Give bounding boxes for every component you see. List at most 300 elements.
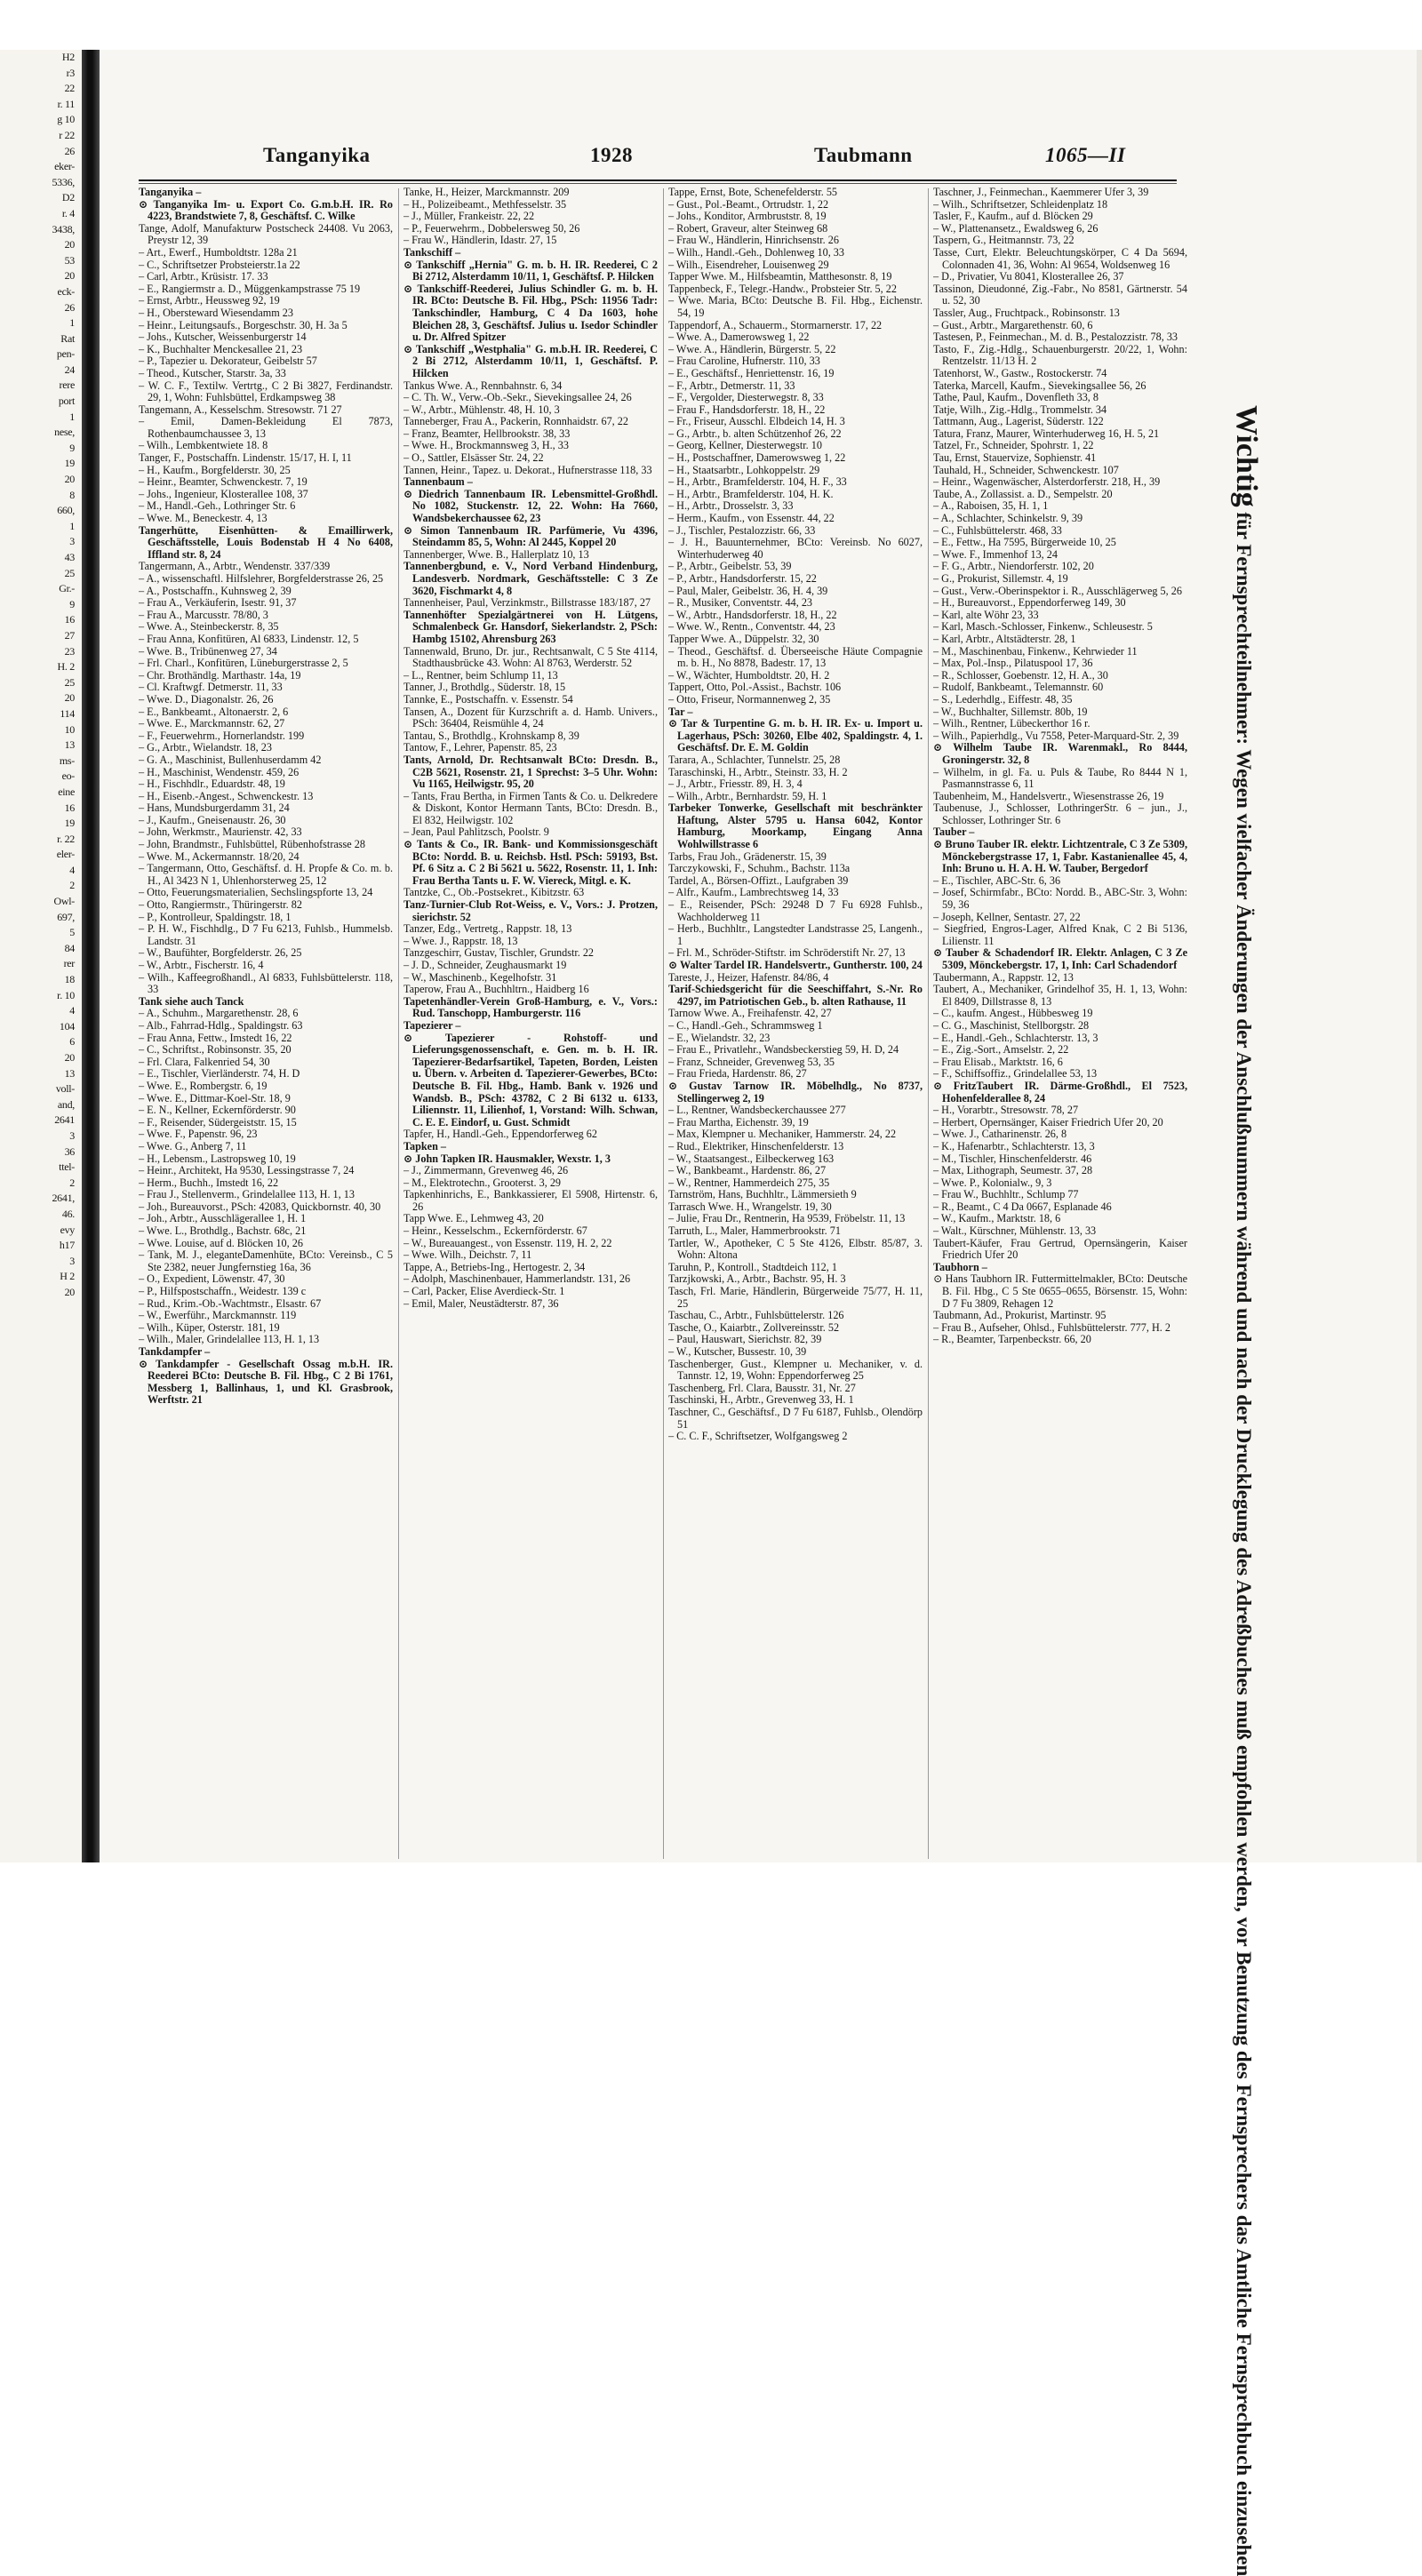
directory-entry: – E., Geschäftsf., Henriettenstr. 16, 19 — [668, 366, 835, 379]
directory-entry: – W., Baufühter, Borgfelderstr. 26, 25 — [139, 946, 302, 960]
page-edge — [1417, 50, 1422, 1862]
directory-entry: Tatenhorst, W., Gastw., Rostockerstr. 74 — [933, 366, 1107, 379]
strip-line: 43 — [64, 551, 75, 563]
directory-entry: Tarrasch Wwe. H., Wrangelstr. 19, 30 — [668, 1200, 832, 1213]
directory-entry: – H., Vorarbtr., Stresowstr. 78, 27 — [933, 1104, 1079, 1117]
directory-entry: Tangermann, A., Arbtr., Wendenstr. 337/339 — [139, 560, 331, 573]
strip-line: 9 — [69, 597, 75, 610]
directory-entry: Tantzke, C., Ob.-Postsekret., Kibitzstr. 63 — [403, 886, 585, 899]
directory-entry: Tarczykowski, F., Schuhm., Bachstr. 113a — [668, 862, 851, 875]
directory-entry: Tappenbeck, F., Telegr.-Handw., Probsteier Str. 5, 22 — [668, 282, 897, 295]
directory-entry: – E., Wielandstr. 32, 23 — [668, 1031, 771, 1044]
directory-entry: – Otto, Friseur, Normannenweg 2, 35 — [668, 692, 831, 706]
directory-entry: – Wwe. D., Diagonalstr. 26, 26 — [139, 692, 274, 706]
directory-entry: – Wwe. Louise, auf d. Blöcken 10, 26 — [139, 1236, 303, 1249]
notice-text: für Fernsprechteilnehmer: Wegen vielfacher Änderungen der Anschlußnummern während und nach der Drucklegung des Adreßbuches muß empfohlen werden, vor Benutzung des Fernsprechers das Amtliche Fernsprechbuch einzusehen — [1233, 512, 1255, 2576]
directory-entry: Taspern, G., Heitmannstr. 73, 22 — [933, 234, 1074, 247]
directory-entry: – Wwe. A., Steinbeckerstr. 8, 35 — [139, 620, 279, 634]
directory-entry: Tappe, Ernst, Bote, Schenefelderstr. 55 — [668, 187, 838, 198]
directory-entry: Tannenbaum – — [403, 475, 473, 489]
directory-entry: – P., Tapezier u. Dekorateur, Geibelstr 57 — [139, 355, 317, 368]
directory-entry: – M., Maschinenbau, Finkenw., Kehrwieder 11 — [933, 644, 1138, 658]
directory-entry: Tanzgeschirr, Gustav, Tischler, Grundstr. 22 — [403, 946, 595, 960]
directory-entry: – Herbert, Opernsänger, Kaiser Friedrich Ufer 20, 20 — [933, 1115, 1163, 1128]
directory-entry: – Tank, M. J., eleganteDamenhüte, BCto: Vereinsb., C 5 Ste 2382, neuer Jungfernstieg 16a, 36 — [139, 1248, 393, 1273]
directory-entry: – Art., Ewerf., Humboldtstr. 128a 21 — [139, 245, 298, 259]
directory-entry: Tappert, Otto, Pol.-Assist., Bachstr. 106 — [668, 681, 842, 694]
directory-entry: – Wilh., Küper, Osterstr. 181, 19 — [139, 1320, 280, 1334]
directory-entry: Tarzjkowski, A., Arbtr., Bachstr. 95, H. 3 — [668, 1272, 846, 1286]
strip-line: eo- — [61, 770, 75, 783]
strip-line: g 10 — [57, 113, 75, 126]
directory-entry: – Wwe. P., Kolonialw., 9, 3 — [933, 1176, 1052, 1189]
directory-entry: Tarbs, Frau Joh., Grädenerstr. 15, 39 — [668, 849, 827, 863]
directory-entry: Tasse, Curt, Elektr. Beleuchtungskörper, C 4 Da 5694, Colonnaden 41, 36, Wohn: Al 9654, Woldsenweg 16 — [933, 245, 1187, 271]
directory-entry: – Otto, Feuerungsmaterialien, Sechslingspforte 13, 24 — [139, 886, 373, 899]
strip-line: 22 — [64, 82, 75, 95]
directory-entry: – W., Kutscher, Bussestr. 10, 39 — [668, 1345, 807, 1358]
directory-entry: – Frau Martha, Eichenstr. 39, 19 — [668, 1115, 809, 1128]
directory-entry: – H., Arbtr., Bramfelderstr. 104, H. F., 33 — [668, 475, 847, 489]
directory-entry: Taubermann, A., Rappstr. 12, 13 — [933, 970, 1074, 984]
directory-entry: – H., Kaufm., Borgfelderstr. 30, 25 — [139, 463, 291, 476]
directory-entry: – Frau Caroline, Hufnerstr. 110, 33 — [668, 355, 820, 368]
directory-entry: – J., Tischler, Pestalozzistr. 66, 33 — [668, 523, 816, 537]
strip-line: 27 — [64, 628, 75, 642]
strip-line: 1 — [69, 519, 75, 532]
directory-entry: – Robert, Graveur, alter Steinweg 68 — [668, 221, 828, 235]
strip-line: 3 — [69, 535, 75, 548]
directory-entry: – G., Arbtr., Wielandstr. 18, 23 — [139, 741, 272, 754]
directory-entry: ⊙ FritzTaubert IR. Därme-Großhdl., El 7523, Hohenfelderallee 8, 24 — [933, 1079, 1187, 1105]
directory-entry: Tarruth, L., Maler, Hammerbrookstr. 71 — [668, 1224, 841, 1238]
directory-entry: – John, Werkmstr., Maurienstr. 42, 33 — [139, 825, 302, 839]
notice-lead: Wichtig — [1230, 405, 1263, 507]
directory-entry: Tapper Wwe. A., Düppelstr. 32, 30 — [668, 632, 819, 645]
strip-line: H2 — [61, 51, 75, 63]
directory-entry: Taraschinski, H., Arbtr., Steinstr. 33, H. 2 — [668, 765, 848, 778]
directory-entry: – P., Arbtr., Geibelstr. 53, 39 — [668, 560, 792, 573]
directory-entry: – W., Buchhalter, Sillemstr. 80b, 19 — [933, 705, 1088, 718]
directory-entry: Tasler, F., Kaufm., auf d. Blöcken 29 — [933, 210, 1093, 223]
strip-line: 6 — [69, 1035, 75, 1049]
directory-entry: Taschau, C., Arbtr., Fuhlsbüttelerstr. 126 — [668, 1309, 844, 1322]
directory-entry: Taschner, C., Geschäftsf., D 7 Fu 6187, Fuhlsb., Olendörp 51 — [668, 1405, 923, 1431]
directory-entry: Tatzel, Fr., Schneider, Spohrstr. 1, 22 — [933, 439, 1094, 452]
directory-entry: Taubenuse, J., Schlosser, LothringerStr. 6 – jun., J., Schlosser, Lothringer Str. 6 — [933, 802, 1187, 826]
directory-entry: Tatje, Wilh., Zig.-Hdlg., Trommelstr. 34 — [933, 403, 1107, 416]
directory-entry: – J., Kaufm., Gneisenaustr. 26, 30 — [139, 813, 286, 826]
directory-entry: – Rud., Krim.-Ob.-Wachtmstr., Elsastr. 67 — [139, 1296, 322, 1310]
directory-entry: – John, Brandmstr., Fuhlsbüttel, Rübenhofstrasse 28 — [139, 838, 365, 851]
strip-line: 16 — [64, 801, 75, 814]
directory-entry: Tannenberger, Wwe. B., Hallerplatz 10, 13 — [403, 547, 589, 561]
directory-entry: – Johs., Konditor, Armbruststr. 8, 19 — [668, 210, 827, 223]
directory-entry: Tankdampfer – — [139, 1345, 211, 1358]
directory-entry: – Siegfried, Engros-Lager, Alfred Knak, C 2 Bi 5136, Lilienstr. 11 — [933, 922, 1187, 947]
strip-line: and, — [57, 1097, 75, 1111]
directory-entry: Taterka, Marcell, Kaufm., Sievekingsallee 56, 26 — [933, 379, 1146, 392]
header-rule-thin — [139, 183, 1177, 184]
directory-entry: – Theod., Geschäftsf. d. Überseeische Häute Compagnie m. b. H., No 8878, Badestr. 17, 13 — [668, 644, 923, 670]
directory-entry: – Frau Frieda, Hardenstr. 86, 27 — [668, 1067, 807, 1081]
directory-entry: Tappe, A., Betriebs-Ing., Hertogestr. 2, 34 — [403, 1260, 586, 1273]
directory-entry: – R., Musiker, Conventstr. 44, 23 — [668, 596, 813, 610]
directory-entry: – J., Zimmermann, Grevenweg 46, 26 — [403, 1164, 569, 1177]
directory-entry: – J., Arbtr., Friesstr. 89, H. 3, 4 — [668, 778, 803, 791]
strip-line: r. 22 — [57, 832, 75, 845]
directory-entry: – D., Privatier, Vu 8041, Klosterallee 26, 37 — [933, 270, 1124, 283]
directory-entry: – Herb., Buchhltr., Langstedter Landstrasse 25, Langenh., 1 — [668, 922, 923, 947]
directory-entry: – Frau W., Buchhltr., Schlump 77 — [933, 1188, 1079, 1201]
directory-entry: – W., Wächter, Humboldtstr. 20, H. 2 — [668, 668, 830, 682]
directory-entry: – W., Ewerführ., Marckmannstr. 119 — [139, 1309, 297, 1322]
column-1 — [139, 187, 393, 1866]
directory-entry: Tanganyika – — [139, 187, 202, 198]
directory-entry: – P., Kontrolleur, Spaldingstr. 18, 1 — [139, 910, 292, 923]
directory-entry: – Frl. Clara, Falkenried 54, 30 — [139, 1055, 270, 1068]
directory-entry: – M., Tischler, Hinschenfelderstr. 46 — [933, 1152, 1092, 1165]
strip-line: 4 — [69, 863, 75, 876]
directory-entry: – Carl, Packer, Elise Averdieck-Str. 1 — [403, 1285, 565, 1298]
strip-line: 20 — [64, 1285, 75, 1298]
directory-entry: Tanger, F., Postschaffn. Lindenstr. 15/17, H. I, 11 — [139, 451, 352, 465]
header-rule — [139, 179, 1177, 181]
directory-entry: – Wilh., Rentner, Lübeckerthor 16 r. — [933, 717, 1090, 730]
directory-entry: Tar – — [668, 705, 693, 718]
directory-entry: – W., Plattenansetz., Ewaldsweg 6, 26 — [933, 221, 1098, 235]
directory-entry: – Franz, Beamter, Hellbrookstr. 38, 33 — [403, 427, 571, 440]
directory-entry: Taschinski, H., Arbtr., Grevenweg 33, H. 1 — [668, 1393, 854, 1407]
directory-entry: Tareste, J., Heizer, Hafenstr. 84/86, 4 — [668, 970, 829, 984]
directory-entry: – Wilh., Arbtr., Bernhardstr. 59, H. 1 — [668, 789, 827, 802]
page-number: 1065—II — [1045, 144, 1126, 166]
strip-line: 2641, — [52, 1192, 75, 1205]
strip-line: 26 — [64, 144, 75, 157]
directory-entry: – Wwe. Wilh., Deichstr. 7, 11 — [403, 1248, 532, 1262]
strip-line: 3438, — [52, 222, 75, 235]
strip-line: 5336, — [52, 175, 75, 188]
strip-line: 16 — [64, 613, 75, 626]
strip-line: 18 — [64, 973, 75, 986]
directory-entry: Taube, A., Zollassist. a. D., Sempelstr. 20 — [933, 487, 1113, 500]
directory-entry: – Wilh., Eisendreher, Louisenweg 29 — [668, 258, 829, 271]
directory-entry: – H., Postschaffner, Damerowsweg 1, 22 — [668, 451, 846, 465]
directory-entry: Tangerhütte, Eisenhütten- & Emaillirwerk, Geschäftsstelle, Louis Bodenstab H 4 No 6408, Iffland str. 8, 24 — [139, 523, 393, 561]
directory-entry: Tanneberger, Frau A., Packerin, Ronnhaidstr. 67, 22 — [403, 415, 628, 428]
directory-entry: – Gust., Verw.-Oberinspektor i. R., Ausschlägerweg 5, 26 — [933, 584, 1182, 597]
strip-line: 23 — [64, 644, 75, 658]
directory-entry: – Gust., Arbtr., Margarethenstr. 60, 6 — [933, 318, 1093, 331]
directory-entry: – Frau A., Verkäuferin, Isestr. 91, 37 — [139, 596, 297, 610]
directory-entry: Tardel, A., Börsen-Offizt., Laufgraben 39 — [668, 873, 849, 887]
directory-entry: – C., Fuhlsbüttelerstr. 468, 33 — [933, 523, 1062, 537]
strip-line: H. 2 — [57, 660, 75, 674]
directory-entry: – G., Arbtr., b. alten Schützenhof 26, 22 — [668, 427, 842, 440]
directory-entry: – Karl, alte Wöhr 23, 33 — [933, 608, 1039, 621]
directory-entry: Tattmann, Aug., Lagerist, Süderstr. 122 — [933, 415, 1104, 428]
directory-entry: – Theod., Kutscher, Starstr. 3a, 33 — [139, 366, 286, 379]
directory-entry: – Rudolf, Bankbeamt., Telemannstr. 60 — [933, 681, 1104, 694]
directory-entry: – Frau W., Händlerin, Idastr. 27, 15 — [403, 234, 557, 247]
directory-entry: – Alfr., Kaufm., Lambrechtsweg 14, 33 — [668, 886, 839, 899]
directory-entry: – Wwe. M., Beneckestr. 4, 13 — [139, 512, 268, 525]
directory-entry: Tapetenhändler-Verein Groß-Hamburg, e. V., Vors.: Rud. Tanschopp, Hamburgerstr. 116 — [403, 994, 658, 1020]
column-divider — [928, 188, 929, 1859]
directory-entry: Tanke, H., Heizer, Marckmannstr. 209 — [403, 187, 570, 198]
directory-entry: – Georg, Kellner, Diesterwegstr. 10 — [668, 439, 822, 452]
directory-entry: – Frau W., Händlerin, Hinrichsenstr. 26 — [668, 234, 839, 247]
strip-line: 114 — [60, 706, 75, 720]
directory-entry: – Frau A., Marcusstr. 78/80, 3 — [139, 608, 268, 621]
directory-entry: Tange, Adolf, Manufakturw Postscheck 24408. Vu 2063, Preystr 12, 39 — [139, 221, 393, 247]
directory-entry: – Heinr., Wagenwäscher, Alsterdorferstr. 218, H., 39 — [933, 475, 1161, 489]
directory-entry: – F. G., Arbtr., Niendorferstr. 102, 20 — [933, 560, 1094, 573]
strip-line: port — [58, 395, 75, 408]
directory-entry: ⊙ John Tapken IR. Hausmakler, Wexstr. 1, 3 — [403, 1152, 611, 1165]
directory-entry: Taubert-Käufer, Frau Gertrud, Opernsängerin, Kaiser Friedrich Ufer 20 — [933, 1236, 1187, 1262]
directory-entry: – W., Maschinenb., Kegelhofstr. 31 — [403, 970, 557, 984]
directory-entry: Tapkenhinrichs, E., Bankkassierer, El 5908, Hirtenstr. 6, 26 — [403, 1188, 658, 1213]
directory-entry: – P., Arbtr., Handsdorferstr. 15, 22 — [668, 572, 817, 585]
directory-entry: – W., Arbtr., Mühlenstr. 48, H. 10, 3 — [403, 403, 560, 416]
directory-entry: – Wwe. A., Damerowsweg 1, 22 — [668, 331, 810, 344]
strip-line: D2 — [61, 191, 75, 204]
directory-entry: ⊙ Wilhelm Taube IR. Warenmakl., Ro 8444, Groningerstr. 32, 8 — [933, 741, 1187, 766]
directory-entry: – P., Hilfspostschaffn., Weidestr. 139 c — [139, 1285, 307, 1298]
strip-line: Rat — [60, 331, 75, 345]
directory-entry: – J., Müller, Frankeistr. 22, 22 — [403, 210, 535, 223]
directory-entry: – F., Arbtr., Detmerstr. 11, 33 — [668, 379, 795, 392]
directory-entry: – Wwe. Maria, BCto: Deutsche B. Fil. Hbg., Eichenstr. 54, 19 — [668, 294, 923, 319]
directory-entry: – Otto, Rangiermstr., Thüringerstr. 82 — [139, 898, 302, 912]
directory-entry: – F., Schiffsoffiz., Grindelallee 53, 13 — [933, 1067, 1098, 1081]
directory-entry: – E., Tischler, ABC-Str. 6, 36 — [933, 873, 1061, 887]
directory-entry: – Julie, Frau Dr., Rentnerin, Ha 9539, Fröbelstr. 11, 13 — [668, 1212, 906, 1225]
directory-entry: – F., Feuerwehrm., Hornerlandstr. 199 — [139, 729, 305, 742]
directory-entry: – Heinr., Kesselschm., Eckernförderstr. 67 — [403, 1224, 587, 1238]
strip-line: 10 — [64, 722, 75, 736]
directory-entry: Tarnow Wwe. A., Freihafenstr. 42, 27 — [668, 1007, 832, 1020]
directory-entry: – G., Prokurist, Sillemstr. 4, 19 — [933, 572, 1068, 585]
directory-entry: – E., Reisender, PSch: 29248 D 7 Fu 6928 Fuhlsb., Wachholderweg 11 — [668, 898, 923, 923]
directory-entry: – L., Rentner, beim Schlump 11, 13 — [403, 668, 558, 682]
directory-page — [100, 50, 1422, 2576]
directory-entry: Tannenheiser, Paul, Verzinkmstr., Billstrasse 183/187, 27 — [403, 596, 651, 610]
directory-entry: – M., Handl.-Geh., Lothringer Str. 6 — [139, 499, 296, 513]
directory-entry: – Joseph, Kellner, Sentastr. 27, 22 — [933, 910, 1081, 923]
directory-entry: – J. D., Schneider, Zeughausmarkt 19 — [403, 959, 567, 971]
directory-entry: Tasche, O., Kaiarbtr., Zollvereinsstr. 52 — [668, 1320, 840, 1334]
strip-line: nese, — [54, 426, 75, 439]
directory-entry: – Joh., Arbtr., Ausschlägerallee 1, H. 1 — [139, 1212, 307, 1225]
directory-entry: – Frau E., Privatlehr., Wandsbeckerstieg 59, H. D, 24 — [668, 1043, 899, 1057]
directory-entry: – Frl. Charl., Konfitüren, Lüneburgerstrasse 2, 5 — [139, 657, 348, 670]
directory-entry: – Tants, Frau Bertha, in Firmen Tants & Co. u. Delkredere & Diskont, Kontor Hermann Tants, BCto: Dresdn. B., El 832, Heilwigstr. 102 — [403, 789, 658, 826]
header-last-entry: Taubmann — [814, 144, 913, 166]
directory-entry: – C., Schriftst., Robinsonstr. 35, 20 — [139, 1043, 292, 1057]
directory-entry: – J. H., Bauunternehmer, BCto: Vereinsb. No 6027, Winterhuderweg 40 — [668, 536, 923, 561]
directory-entry: – Johs., Ingenieur, Klosterallee 108, 37 — [139, 487, 308, 500]
directory-entry: Tapper Wwe. M., Hilfsbeamtin, Matthesonstr. 8, 19 — [668, 270, 892, 283]
directory-entry: – Gust., Pol.-Beamt., Ortrudstr. 1, 22 — [668, 197, 829, 211]
directory-entry: – R., Beamt., C 4 Da 0667, Esplanade 46 — [933, 1200, 1112, 1213]
directory-entry: – Ernst, Arbtr., Heussweg 92, 19 — [139, 294, 280, 307]
strip-line: evy — [60, 1223, 75, 1236]
directory-entry: – W., Arbtr., Fischerstr. 16, 4 — [139, 959, 264, 971]
directory-entry: – A., wissenschaftl. Hilfslehrer, Borgfelderstrasse 26, 25 — [139, 572, 384, 585]
strip-line: eine — [58, 785, 75, 798]
directory-entry: – Wwe. B., Tribünenweg 27, 34 — [139, 644, 277, 658]
directory-entry: Tauhald, H., Schneider, Schwenckestr. 107 — [933, 463, 1119, 476]
header-first-entry: Tanganyika — [263, 144, 371, 166]
directory-entry: Taperow, Frau A., Buchhltrn., Haidberg 16 — [403, 983, 589, 996]
directory-entry: – Wwe. F., Papenstr. 96, 23 — [139, 1128, 258, 1141]
directory-entry: – Fr., Friseur, Ausschl. Elbdeich 14, H. 3 — [668, 415, 845, 428]
directory-entry: – Wwe. E., Dittmar-Koel-Str. 18, 9 — [139, 1091, 291, 1105]
book-gutter — [82, 50, 100, 1862]
strip-line: pen- — [56, 347, 75, 361]
directory-entry: ⊙ Tar & Turpentine G. m. b. H. IR. Ex- u. Import u. Lagerhaus, PSch: 30260, Elbe 402, Spaldingstr. 4, 1. Geschäftsf. Dr. E. M. Goldin — [668, 717, 923, 754]
directory-entry: Tathe, Paul, Kaufm., Dovenfleth 33, 8 — [933, 391, 1098, 404]
directory-entry: – H., Fischhdlr., Eduardstr. 48, 19 — [139, 778, 285, 791]
directory-entry: Tartler, W., Apotheker, C 5 Ste 4126, Elbstr. 85/87, 3. Wohn: Altona — [668, 1236, 923, 1262]
directory-entry: – Frau F., Handsdorferstr. 18, H., 22 — [668, 403, 826, 416]
directory-entry: – W., Kaufm., Marktstr. 18, 6 — [933, 1212, 1061, 1225]
directory-entry: – Max, Lithograph, Seumestr. 37, 28 — [933, 1164, 1093, 1177]
strip-line: ttel- — [59, 1160, 75, 1174]
directory-entry: – Wwe. A., Händlerin, Bürgerstr. 5, 22 — [668, 342, 836, 355]
directory-entry: Tanzer, Edg., Vertretg., Rappstr. 18, 13 — [403, 922, 572, 936]
directory-entry: Tappendorf, A., Schauerm., Stormarnerstr. 17, 22 — [668, 318, 883, 331]
directory-entry: – Frl. M., Schröder-Stiftstr. im Schröderstift Nr. 27, 13 — [668, 946, 906, 960]
directory-entry: – A., Postschaffn., Kuhnsweg 2, 39 — [139, 584, 292, 597]
directory-entry: – Max, Klempner u. Mechaniker, Hammerstr. 24, 22 — [668, 1128, 897, 1141]
directory-entry: – R., Beamter, Tarpenbeckstr. 66, 20 — [933, 1333, 1091, 1346]
directory-entry: Tau, Ernst, Stauervize, Sophienstr. 41 — [933, 451, 1097, 465]
directory-entry: – M., Elektrotechn., Grooterst. 3, 29 — [403, 1176, 562, 1189]
directory-entry: Tassler, Aug., Fruchtpack., Robinsonstr. 13 — [933, 306, 1120, 319]
directory-entry: – W., Rentner, Hammerdeich 275, 35 — [668, 1176, 830, 1189]
directory-entry: – C., Handl.-Geh., Schrammsweg 1 — [668, 1018, 823, 1032]
strip-line: 19 — [64, 457, 75, 470]
strip-line: 13 — [64, 738, 75, 752]
directory-entry: – Franz, Schneider, Grevenweg 53, 35 — [668, 1055, 835, 1068]
directory-entry: Tarara, A., Schlachter, Tunnelstr. 25, 28 — [668, 753, 841, 766]
directory-entry: Tantau, S., Brothdlg., Krohnskamp 8, 39 — [403, 729, 579, 742]
directory-entry: ⊙ Diedrich Tannenbaum IR. Lebensmittel-Großhdl. No 1082, Stuckenstr. 12, 22. Wohn: Ha 7660, Wandsbekerchaussee 62, 23 — [403, 487, 658, 525]
directory-entry: Tassinon, Dieudonné, Zig.-Fabr., No 8581, Gärtnerstr. 54 u. 52, 30 — [933, 282, 1187, 307]
directory-entry: – Jean, Paul Pahlitzsch, Poolstr. 9 — [403, 825, 549, 839]
strip-line: 2 — [69, 879, 75, 892]
directory-entry: – Frau J., Stellenverm., Grindelallee 113, H. 1, 13 — [139, 1188, 355, 1201]
strip-line: 5 — [69, 926, 75, 939]
column-divider — [398, 188, 399, 1859]
strip-line: 20 — [64, 691, 75, 705]
directory-entry: – H., Arbtr., Drosselstr. 3, 33 — [668, 499, 794, 513]
directory-entry: – Wilh., Lembkentwiete 18. 8 — [139, 439, 268, 452]
directory-entry: – A., Raboisen, 35, H. 1, 1 — [933, 499, 1049, 513]
directory-entry: – Johs., Kutscher, Weissenburgerstr 14 — [139, 331, 307, 344]
directory-entry: Tasto, F., Zig.-Hdlg., Schauenburgerstr. 20/22, 1, Wohn: Rentzelstr. 11/13 H. 2 — [933, 342, 1187, 368]
directory-entry: – Wwe. F., Immenhof 13, 24 — [933, 547, 1058, 561]
directory-entry: Tapezierer – — [403, 1018, 461, 1032]
strip-line: rer — [63, 957, 75, 970]
directory-entry: Tapfer, H., Handl.-Geh., Eppendorferweg 62 — [403, 1128, 597, 1141]
strip-line: 4 — [69, 1004, 75, 1017]
directory-entry: – Wilh., Maler, Grindelallee 113, H. 1, 13 — [139, 1333, 320, 1346]
strip-line: 1 — [69, 316, 75, 330]
directory-entry: – C. Th. W., Verw.-Ob.-Sekr., Sievekingsallee 24, 26 — [403, 391, 632, 404]
strip-line: rere — [59, 379, 75, 392]
directory-entry: – Adolph, Maschinenbauer, Hammerlandstr. 131, 26 — [403, 1272, 631, 1286]
directory-entry: – O., Sattler, Elsässer Str. 24, 22 — [403, 451, 544, 465]
column-divider — [663, 188, 664, 1859]
directory-entry: – C. G., Maschinist, Stellborgstr. 28 — [933, 1018, 1090, 1032]
directory-entry: – Wilhelm, in gl. Fa. u. Puls & Taube, Ro 8444 N 1, Pasmannstrasse 6, 11 — [933, 765, 1187, 791]
directory-entry: – A., Schlachter, Schinkelstr. 9, 39 — [933, 512, 1083, 525]
directory-entry: Tapp Wwe. E., Lehmweg 43, 20 — [403, 1212, 544, 1225]
strip-line: r 22 — [59, 128, 75, 141]
directory-entry: – Karl, Arbtr., Altstädterstr. 28, 1 — [933, 632, 1076, 645]
directory-entry: – Josef, Schirmfabr., BCto: Nordd. B., ABC-Str. 3, Wohn: 59, 36 — [933, 886, 1187, 912]
directory-entry: – K., Buchhalter Menckesallee 21, 23 — [139, 342, 303, 355]
strip-line: 3 — [69, 1128, 75, 1142]
strip-line: 84 — [64, 941, 75, 954]
directory-entry: – Chr. Brothändlg. Marthastr. 14a, 19 — [139, 668, 301, 682]
directory-entry: Tannenhöfter Spezialgärtnerei von H. Lütgens, Schmalenbeck Gr. Hansdorf, Siekerlandstr. 2, PSch: Hambg 15102, Ahrensburg 263 — [403, 608, 658, 645]
strip-line: 20 — [64, 473, 75, 486]
directory-entry: – W., Bankbeamt., Hardenstr. 86, 27 — [668, 1164, 827, 1177]
directory-entry: – H., Arbtr., Bramfelderstr. 104, H. K. — [668, 487, 834, 500]
directory-entry: – Heinr., Beamter, Schwenckestr. 7, 19 — [139, 475, 308, 489]
directory-entry: Tannenbergbund, e. V., Nord Verband Hindenburg, Landesverb. Nordmark, Geschäftsstelle: C 3 Ze 3620, Fischmarkt 4, 8 — [403, 560, 658, 597]
column-4 — [933, 187, 1187, 1866]
directory-entry: – P. H. W., Fischhdlg., D 7 Fu 6213, Fuhlsb., Hummelsb. Landstr. 31 — [139, 922, 393, 947]
directory-entry: Tauber – — [933, 825, 975, 839]
directory-entry: Taubenheim, M., Handelsvertr., Wiesenstrasse 26, 19 — [933, 789, 1164, 802]
directory-entry: – Karl, Masch.-Schlosser, Finkenw., Schleusestr. 5 — [933, 620, 1153, 634]
strip-line: h17 — [59, 1239, 75, 1252]
directory-entry: – Heinr., Architekt, Ha 9530, Lessingstrasse 7, 24 — [139, 1164, 355, 1177]
directory-entry: – Herm., Kaufm., von Essenstr. 44, 22 — [668, 512, 835, 525]
directory-entry: – Heinr., Leitungsaufs., Borgeschstr. 30, H. 3a 5 — [139, 318, 348, 331]
directory-entry: ⊙ Tankschiff „Westphalia" G. m.b.H. IR. Reederei, C 2 Bi 2712, Alsterdamm 10/11, 1, Geschäftsf. P. Hilcken — [403, 342, 658, 379]
strip-line: H 2 — [60, 1270, 75, 1283]
directory-entry: – Wwe. H., Brockmannsweg 3, H., 33 — [403, 439, 569, 452]
strip-line: 3 — [69, 1254, 75, 1267]
directory-entry: – Wwe. E., Marckmannstr. 62, 27 — [139, 717, 285, 730]
directory-entry: – Hans, Mundsburgerdamm 31, 24 — [139, 802, 290, 815]
directory-entry: – K., Hafenarbtr., Schlachterstr. 13, 3 — [933, 1139, 1095, 1152]
directory-entry: – Frau Anna, Konfitüren, Al 6833, Lindenstr. 12, 5 — [139, 632, 359, 645]
directory-entry: Tank siehe auch Tanck — [139, 994, 244, 1008]
directory-entry: – O., Expedient, Löwenstr. 47, 30 — [139, 1272, 285, 1286]
strip-line: 1 — [69, 410, 75, 423]
directory-entry: – E., Fettw., Ha 7595, Bürgerweide 10, 25 — [933, 536, 1116, 549]
strip-line: 25 — [64, 675, 75, 689]
directory-entry: Taschner, J., Feinmechan., Kaemmerer Ufer 3, 39 — [933, 187, 1149, 198]
directory-entry: – H., Polizeibeamt., Methfesselstr. 35 — [403, 197, 567, 211]
directory-entry: – Walt., Kürschner, Mühlenstr. 13, 33 — [933, 1224, 1097, 1238]
directory-entry: Tankschiff – — [403, 245, 461, 259]
directory-entry: – W. C. F., Textilw. Vertrtg., C 2 Bi 3827, Ferdinandstr. 29, 1, Wohn: Fuhlsbüttel, Erdkampsweg 38 — [139, 379, 393, 404]
strip-line: 20 — [64, 269, 75, 283]
directory-entry: – H., Maschinist, Wendenstr. 459, 26 — [139, 765, 300, 778]
directory-entry: – Wwe. M., Ackermannstr. 18/20, 24 — [139, 849, 300, 863]
directory-entry: – Wwe. W., Rentn., Conventstr. 44, 23 — [668, 620, 835, 634]
directory-entry: ⊙ Tankschiff „Hernia" G. m. b. H. IR. Reederei, C 2 Bi 2712, Alsterdamm 10/11, 1, Geschäftsf. P. Hilcken — [403, 258, 658, 283]
